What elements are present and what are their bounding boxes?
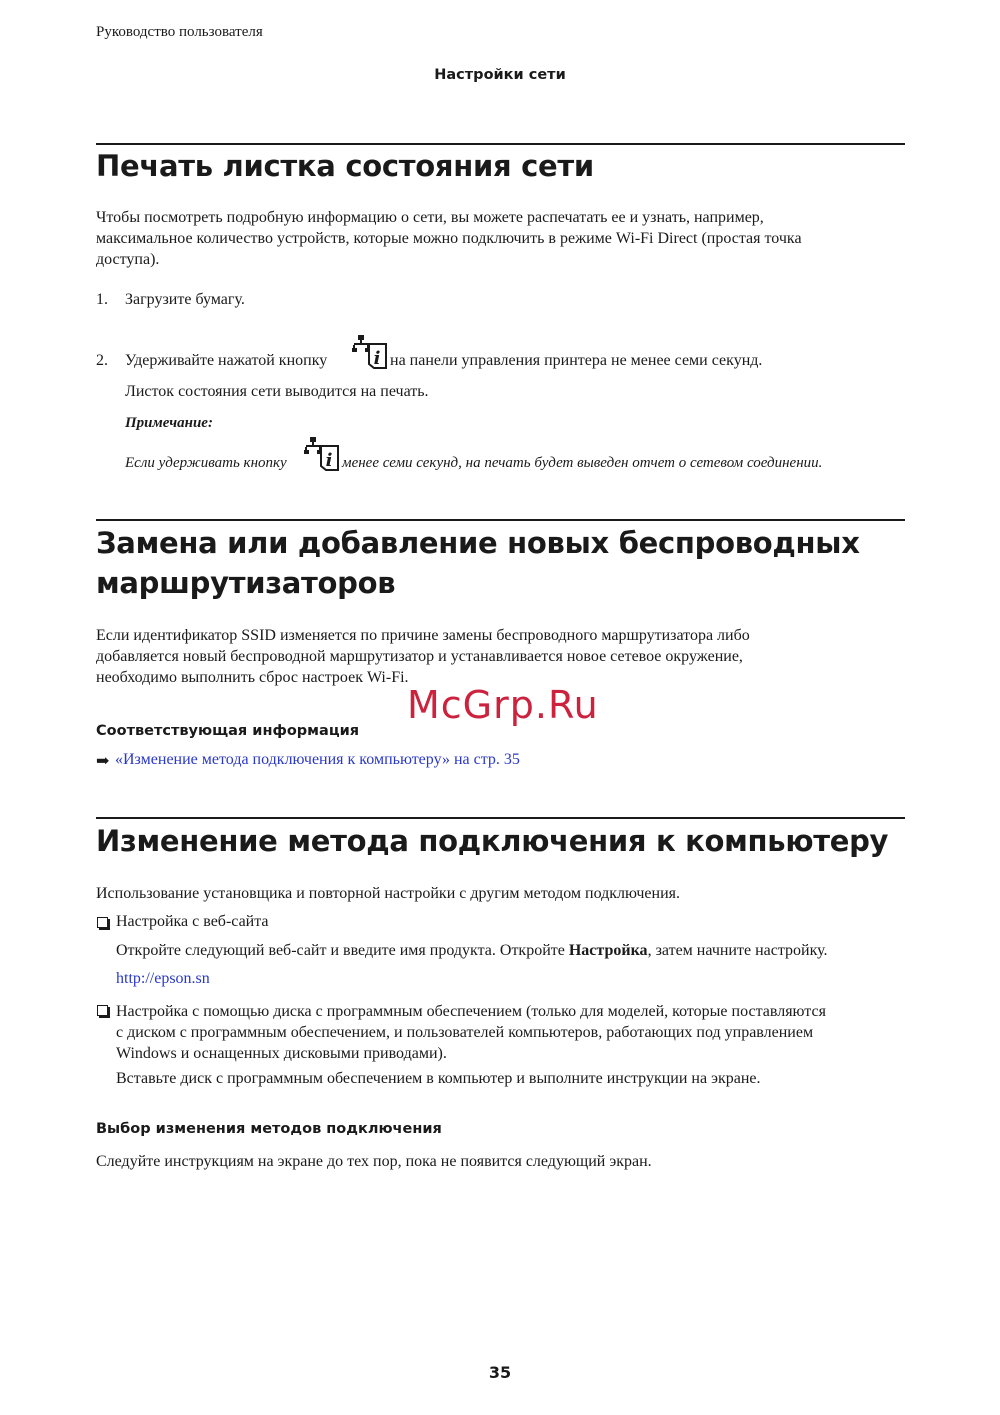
option-label-line: Windows и оснащенных дисковыми приводами). xyxy=(116,1045,447,1062)
step-number: 1. xyxy=(96,291,108,308)
option-label-line: с диском с программным обеспечением, и пользователей компьютеров, работающих под управлением xyxy=(116,1024,814,1041)
step-text: на панели управления принтера не менее семи секунд. xyxy=(390,352,763,369)
title-line: маршрутизаторов xyxy=(96,566,396,600)
subheading: Выбор изменения методов подключения xyxy=(96,1121,442,1137)
intro-line: доступа). xyxy=(96,251,160,268)
section-rule xyxy=(96,143,905,145)
network-info-button-icon xyxy=(304,436,340,479)
option-desc-text: Откройте следующий веб-сайт и введите имя продукта. Откройте xyxy=(116,942,569,959)
section3-intro: Использование установщика и повторной настройки с другим методом подключения. xyxy=(96,885,681,902)
option-description: Вставьте диск с программным обеспечением в компьютер и выполните инструкции на экране. xyxy=(116,1070,761,1087)
running-head: Руководство пользователя xyxy=(96,24,263,40)
checkbox-bullet-icon xyxy=(97,917,108,928)
option-desc-bold: Настройка xyxy=(568,942,648,959)
body-line: добавляется новый беспроводной маршрутизатор и устанавливается новое сетевое окружение, xyxy=(96,648,743,665)
step-number: 2. xyxy=(96,352,108,369)
note-label: Примечание: xyxy=(125,415,213,431)
step-text: Удерживайте нажатой кнопку xyxy=(125,352,328,369)
section-rule xyxy=(96,519,905,521)
arrow-icon: ➡ xyxy=(96,753,110,770)
section-rule xyxy=(96,817,905,819)
section1-intro xyxy=(96,207,906,270)
body-line: необходимо выполнить сброс настроек Wi-Fi. xyxy=(96,669,409,686)
option-description xyxy=(116,942,828,960)
option-label xyxy=(116,1001,916,1064)
option-label: Настройка с веб-сайта xyxy=(116,913,269,930)
note-text: менее семи секунд, на печать будет выведен отчет о сетевом соединении. xyxy=(342,455,823,471)
network-info-button-icon xyxy=(352,334,388,377)
svg-text:i: i xyxy=(373,348,381,369)
title-line: Замена или добавление новых беспроводных xyxy=(96,526,860,560)
related-info-heading: Соответствующая информация xyxy=(96,723,360,739)
watermark: McGrp.Ru xyxy=(407,683,599,727)
intro-line: максимальное количество устройств, которые можно подключить в режиме Wi-Fi Direct (простая точка xyxy=(96,230,802,247)
step-text: Загрузите бумагу. xyxy=(125,291,245,308)
option-desc-text: , затем начните настройку. xyxy=(647,942,828,959)
note-text: Если удерживать кнопку xyxy=(125,455,287,471)
follow-instructions: Следуйте инструкциям на экране до тех пор, пока не появится следующий экран. xyxy=(96,1153,652,1170)
step-result: Листок состояния сети выводится на печать. xyxy=(125,383,429,400)
checkbox-bullet-icon xyxy=(97,1005,108,1016)
body-line: Если идентификатор SSID изменяется по причине замены беспроводного маршрутизатора либо xyxy=(96,627,750,644)
section-title-connection-method: Изменение метода подключения к компьютеру xyxy=(96,824,889,858)
svg-text:i: i xyxy=(325,450,333,471)
section2-body xyxy=(96,625,906,688)
section-title-router xyxy=(96,523,860,603)
intro-line: Чтобы посмотреть подробную информацию о сети, вы можете распечатать ее и узнать, например, xyxy=(96,209,764,226)
page-number: 35 xyxy=(488,1363,512,1382)
related-link[interactable]: «Изменение метода подключения к компьютеру» на стр. 35 xyxy=(115,751,520,768)
epson-url-link[interactable]: http://epson.sn xyxy=(116,970,210,987)
option-label-line: Настройка с помощью диска с программным обеспечением (только для моделей, которые поставляются xyxy=(116,1003,826,1020)
section-header: Настройки сети xyxy=(434,67,566,83)
section-title-network-status: Печать листка состояния сети xyxy=(96,149,594,183)
